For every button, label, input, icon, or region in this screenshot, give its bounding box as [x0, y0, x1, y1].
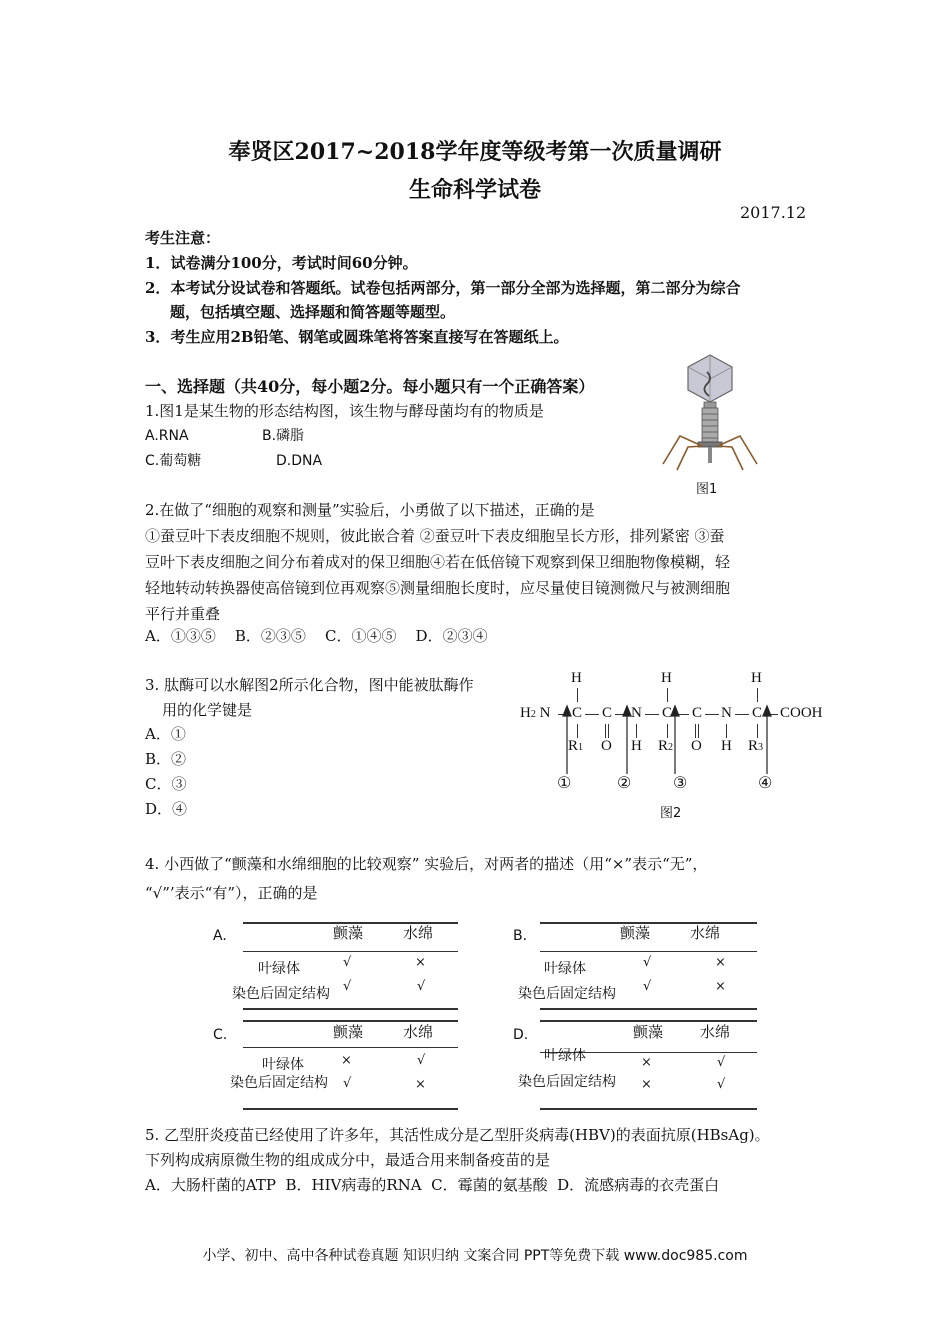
chem-r3: R3: [748, 738, 764, 754]
chem-c-3: C: [662, 705, 673, 721]
q4-table-a-col1: 颤藻: [333, 924, 364, 942]
notice-item-1-text: 试卷满分100分，考试时间60分钟。: [170, 254, 418, 272]
q2-stem: 2.在做了“细胞的观察和测量”实验后，小勇做了以下描述，正确的是: [145, 501, 595, 519]
q1-option-c: C.葡萄糖: [145, 453, 202, 469]
bond-label-4: ④: [758, 775, 773, 792]
q4-table-b-col1: 颤藻: [620, 924, 651, 942]
q4-table-a-row1: 叶绿体: [258, 961, 300, 977]
chem-o-1: O: [601, 738, 612, 754]
q1-stem: 1.图1是某生物的形态结构图，该生物与酵母菌均有的物质是: [145, 402, 544, 420]
q4-table-d-r2c1: ×: [641, 1077, 652, 1092]
q1-option-a: A.RNA: [145, 428, 189, 444]
q4-table-b-r2c1: √: [643, 979, 652, 994]
q4-table-a-col2: 水绵: [403, 924, 434, 942]
q4-table-a-row2: 染色后固定结构: [232, 986, 330, 1002]
q4-stem-2: “√”’表示“有”），正确的是: [145, 884, 318, 902]
q5-options: A．大肠杆菌的ATP B．HIV病毒的RNA C．霉菌的氨基酸 D．流感病毒的衣壳蛋白: [145, 1176, 720, 1194]
q5-stem-1: 5. 乙型肝炎疫苗已经使用了许多年，其活性成分是乙型肝炎病毒(HBV)的表面抗原(HBsAg)。: [145, 1126, 770, 1144]
q4-table-c-col2: 水绵: [403, 1023, 434, 1041]
figure1-caption: 图1: [696, 482, 718, 497]
bond-label-3: ③: [673, 775, 688, 792]
notice-item-3-num: 3．: [145, 328, 171, 346]
q4-table-c-row1: 叶绿体: [262, 1057, 304, 1073]
notice-item-3-text: 考生应用2B铅笔、钢笔或圆珠笔将答案直接写在答题纸上。: [170, 328, 569, 346]
q5-stem-2: 下列构成病原微生物的组成成分中，最适合用来制备疫苗的是: [145, 1151, 551, 1169]
q2-line-4: 平行并重叠: [145, 605, 221, 623]
chem-h-top-2: H: [661, 670, 672, 686]
q4-table-c-col1: 颤藻: [333, 1023, 364, 1041]
chem-c-2: C: [602, 705, 613, 721]
q4-table-b-r2c2: ×: [715, 979, 726, 994]
q4-table-b-row2: 染色后固定结构: [518, 986, 616, 1002]
chem-o-2: O: [691, 738, 702, 754]
q4-table-d-r1c2: √: [717, 1055, 726, 1070]
section1-heading: 一、选择题（共40分，每小题2分。每小题只有一个正确答案）: [145, 377, 595, 396]
q4-table-b-r1c1: √: [643, 955, 652, 970]
exam-title: 奉贤区2017~2018学年度等级考第一次质量调研: [228, 139, 722, 165]
chem-n-1: N: [631, 705, 642, 721]
chem-carboxyl: COOH: [780, 705, 823, 721]
q1-option-b: B.磷脂: [262, 428, 305, 444]
bond-label-1: ①: [557, 775, 572, 792]
chem-c-4: C: [692, 705, 703, 721]
chem-c-5: C: [752, 705, 763, 721]
q2-line-2: 豆叶下表皮细胞之间分布着成对的保卫细胞④若在低倍镜下观察到保卫细胞物像模糊，轻: [145, 553, 731, 571]
notice-item-2-num: 2．: [145, 279, 171, 297]
exam-date: 2017.12: [740, 203, 807, 222]
bond-label-2: ②: [617, 775, 632, 792]
notice-item-1: [145, 250, 418, 276]
q4-table-d-row2: 染色后固定结构: [518, 1074, 616, 1090]
figure2-caption: 图2: [660, 806, 682, 821]
q4-table-a-r1c1: √: [343, 955, 352, 970]
chem-h-bottom-1: H: [631, 738, 642, 754]
q3-stem-1: 3. 肽酶可以水解图2所示化合物，图中能被肽酶作: [145, 676, 474, 694]
notice-heading: 考生注意：: [145, 229, 221, 247]
q3-option-a: A．①: [145, 725, 186, 743]
q4-table-d-row1: 叶绿体: [544, 1048, 586, 1064]
q4-table-c-r2c1: √: [343, 1076, 352, 1091]
q3-option-d: D．④: [145, 800, 188, 818]
q4-table-d-col2: 水绵: [700, 1023, 731, 1041]
q3-option-c: C．③: [145, 775, 187, 793]
exam-subtitle: 生命科学试卷: [408, 177, 541, 203]
q4-table-b-r1c2: ×: [715, 955, 726, 970]
footer-text: 小学、初中、高中各种试卷真题 知识归纳 文案合同 PPT等免费下载 www.doc985.com: [202, 1248, 748, 1264]
notice-item-3: [145, 324, 569, 350]
q4-table-c-r2c2: ×: [415, 1077, 426, 1092]
q4-table-a-label: A.: [213, 928, 227, 944]
chem-h-top-3: H: [751, 670, 762, 686]
chem-n-2: N: [721, 705, 732, 721]
q1-option-d: D.DNA: [276, 453, 323, 469]
chem-h-bottom-2: H: [721, 738, 732, 754]
q4-table-c-label: C.: [213, 1027, 228, 1043]
q3-stem-2: 用的化学键是: [162, 701, 253, 719]
q2-options: A．①③⑤ B．②③⑤ C．①④⑤ D．②③④: [145, 627, 488, 645]
bacteriophage-figure: [655, 352, 765, 474]
chem-r2: R2: [658, 738, 674, 754]
q3-option-b: B．②: [145, 750, 187, 768]
notice-item-2-text: 本考试分设试卷和答题纸。试卷包括两部分，第一部分全部为选择题，第二部分为综合: [170, 279, 741, 297]
chem-amino-group: H2 N: [520, 705, 551, 721]
notice-item-2-cont: 题，包括填空题、选择题和简答题等题型。: [170, 303, 456, 321]
bond-arrows: [555, 704, 785, 776]
q4-table-a-r1c2: ×: [415, 955, 426, 970]
chem-c-1: C: [572, 705, 583, 721]
q4-table-c-r1c1: ×: [341, 1053, 352, 1068]
q4-table-d-r1c1: ×: [641, 1055, 652, 1070]
q4-table-c-r1c2: √: [417, 1053, 426, 1068]
notice-item-1-num: 1．: [145, 254, 171, 272]
q4-table-b-col2: 水绵: [690, 924, 721, 942]
q2-line-3: 轻地转动转换器使高倍镜到位再观察⑤测量细胞长度时，应尽量使目镜测微尺与被测细胞: [145, 579, 731, 597]
q4-table-b-label: B.: [513, 928, 528, 944]
q4-table-c-row2: 染色后固定结构: [230, 1075, 328, 1091]
q2-line-1: ①蚕豆叶下表皮细胞不规则，彼此嵌合着 ②蚕豆叶下表皮细胞呈长方形，排列紧密 ③蚕: [145, 527, 725, 545]
chem-h-top-1: H: [571, 670, 582, 686]
q4-table-b-row1: 叶绿体: [544, 961, 586, 977]
q4-table-d-r2c2: √: [717, 1077, 726, 1092]
q4-table-a-r2c1: √: [343, 979, 352, 994]
chem-r1: R1: [568, 738, 584, 754]
q4-table-d-col1: 颤藻: [633, 1023, 664, 1041]
q4-table-a-r2c2: √: [417, 979, 426, 994]
q4-table-d-label: D.: [513, 1027, 529, 1043]
q4-stem-1: 4. 小西做了“颤藻和水绵细胞的比较观察” 实验后，对两者的描述（用“×”表示“无”，: [145, 855, 708, 873]
notice-item-2: [145, 275, 740, 301]
